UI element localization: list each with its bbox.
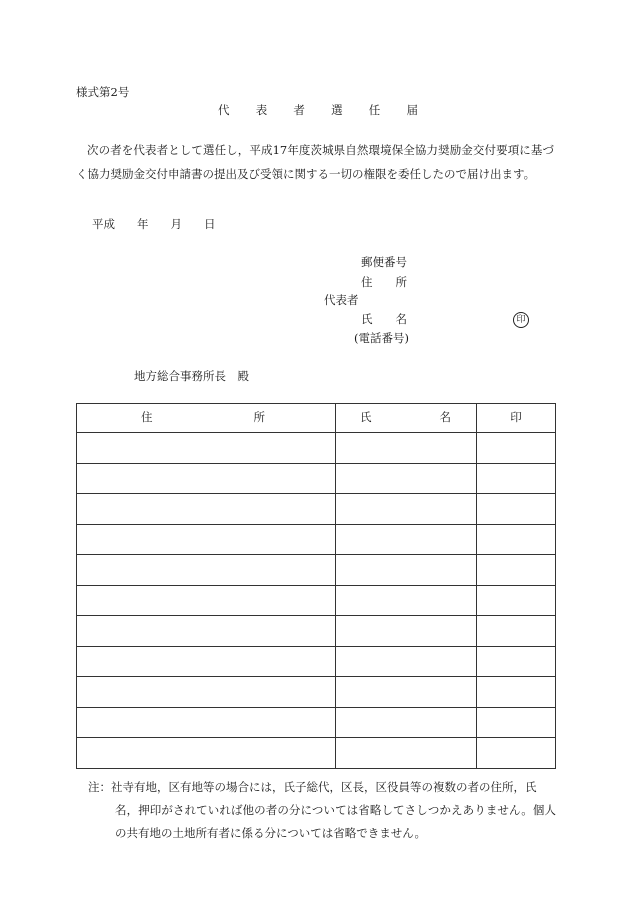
addressee: 地方総合事務所長 殿 [134,369,249,383]
name-cell[interactable] [336,463,477,494]
address-cell[interactable] [77,707,336,738]
address-cell[interactable] [77,585,336,616]
footnote [88,776,556,845]
title-char: 届 [406,103,418,117]
date-month: 月 [170,217,182,231]
address-cell[interactable] [77,494,336,525]
table-row [77,585,556,616]
title-char: 表 [255,103,268,117]
table-row [77,555,556,586]
date-year: 年 [137,217,149,231]
seal-cell[interactable] [477,616,556,647]
table-row [77,677,556,708]
document-title [218,104,418,118]
postal-code-label: 郵便番号 [361,255,407,269]
title-char: 選 [331,103,343,117]
seal-cell[interactable] [477,677,556,708]
name-cell[interactable] [336,707,477,738]
name-cell[interactable] [336,524,477,555]
label-char: 氏 [361,312,373,326]
title-char: 代 [218,103,230,117]
table-row [77,738,556,769]
name-cell[interactable] [336,677,477,708]
address-cell[interactable] [77,738,336,769]
header-name [336,404,477,433]
seal-cell[interactable] [477,738,556,769]
name-cell[interactable] [336,433,477,464]
date-day: 日 [204,217,216,231]
label-char: 名 [395,312,407,326]
header-char: 住 [141,410,153,425]
applicant-address-label [361,276,407,290]
name-cell[interactable] [336,555,477,586]
name-cell[interactable] [336,616,477,647]
header-char: 所 [253,410,265,425]
title-char: 任 [368,103,381,117]
table-row [77,433,556,464]
footnote-continuation: 名，押印がされていれば他の者の分については省略してさしつかえありません。個人の共有地の土地所有者に係る分については省略できません。 [115,803,556,840]
seal-cell[interactable] [477,555,556,586]
name-cell[interactable] [336,738,477,769]
seal-cell[interactable] [477,646,556,677]
seal-cell[interactable] [477,707,556,738]
seal-cell[interactable] [477,463,556,494]
address-cell[interactable] [77,463,336,494]
address-cell[interactable] [77,433,336,464]
name-cell[interactable] [336,585,477,616]
table-row [77,616,556,647]
header-char: 名 [439,410,451,425]
table-row [77,463,556,494]
header-address [77,404,336,433]
table-row [77,524,556,555]
seal-mark: 印 [513,312,529,328]
address-cell[interactable] [77,555,336,586]
form-number: 様式第2号 [76,85,130,99]
address-cell[interactable] [77,677,336,708]
table-header-row [77,404,556,433]
date-era: 平成 [92,217,115,231]
table-row [77,494,556,525]
footnote-first-line: 注：社寺有地，区有地等の場合には，氏子総代，区長，区役員等の複数の者の住所，氏 [88,780,537,794]
table-row [77,707,556,738]
seal-cell[interactable] [477,524,556,555]
address-cell[interactable] [77,524,336,555]
applicant-name-label [361,313,407,327]
seal-cell[interactable] [477,433,556,464]
phone-number-label: (電話番号) [354,331,409,345]
address-cell[interactable] [77,616,336,647]
header-char: 氏 [360,410,372,425]
registry-table [76,403,556,769]
table-row [77,646,556,677]
seal-cell[interactable] [477,585,556,616]
representative-label: 代表者 [324,293,359,307]
name-cell[interactable] [336,494,477,525]
body-paragraph: 次の者を代表者として選任し，平成17年度茨城県自然環境保全協力奨励金交付要項に基づく協力奨励金交付申請書の提出及び受領に関する一切の権限を委任したので届け出ます。 [76,143,554,181]
title-char: 者 [293,103,305,117]
label-char: 住 [361,275,373,289]
name-cell[interactable] [336,646,477,677]
date-line [92,218,216,232]
seal-cell[interactable] [477,494,556,525]
header-seal: 印 [477,404,556,433]
address-cell[interactable] [77,646,336,677]
label-char: 所 [395,275,407,289]
